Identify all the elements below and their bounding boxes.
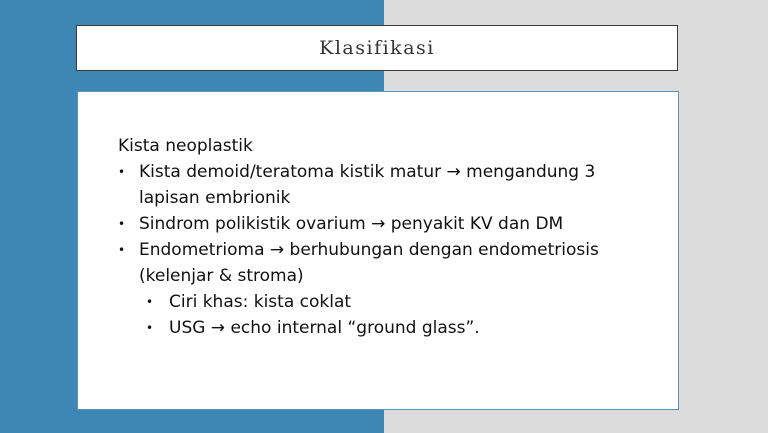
content-body	[118, 133, 648, 341]
sub-bullet-item	[118, 289, 648, 315]
bullet-icon: •	[118, 243, 126, 257]
sub-bullet-text: Ciri khas: kista coklat	[169, 292, 352, 312]
content-box	[77, 91, 679, 410]
bullet-icon: •	[118, 165, 126, 179]
bullet-icon: •	[146, 321, 154, 335]
slide-title: Klasifikasi	[319, 37, 435, 59]
bullet-continuation: lapisan embrionik	[139, 188, 291, 208]
bullet-icon: •	[146, 295, 154, 309]
bullet-item	[118, 211, 648, 237]
bullet-text: Kista demoid/teratoma kistik matur → mengandung 3	[139, 162, 596, 182]
bullet-item	[118, 159, 648, 185]
title-box	[76, 25, 678, 71]
bullet-continuation: (kelenjar & stroma)	[139, 266, 304, 286]
bullet-text: Endometrioma → berhubungan dengan endometriosis	[139, 240, 599, 260]
bullet-text: Sindrom polikistik ovarium → penyakit KV dan DM	[139, 214, 564, 234]
sub-bullet-text: USG → echo internal “ground glass”.	[169, 318, 480, 338]
sub-bullet-item	[118, 315, 648, 341]
section-heading: Kista neoplastik	[118, 136, 253, 156]
bullet-item	[118, 237, 648, 263]
bullet-icon: •	[118, 217, 126, 231]
